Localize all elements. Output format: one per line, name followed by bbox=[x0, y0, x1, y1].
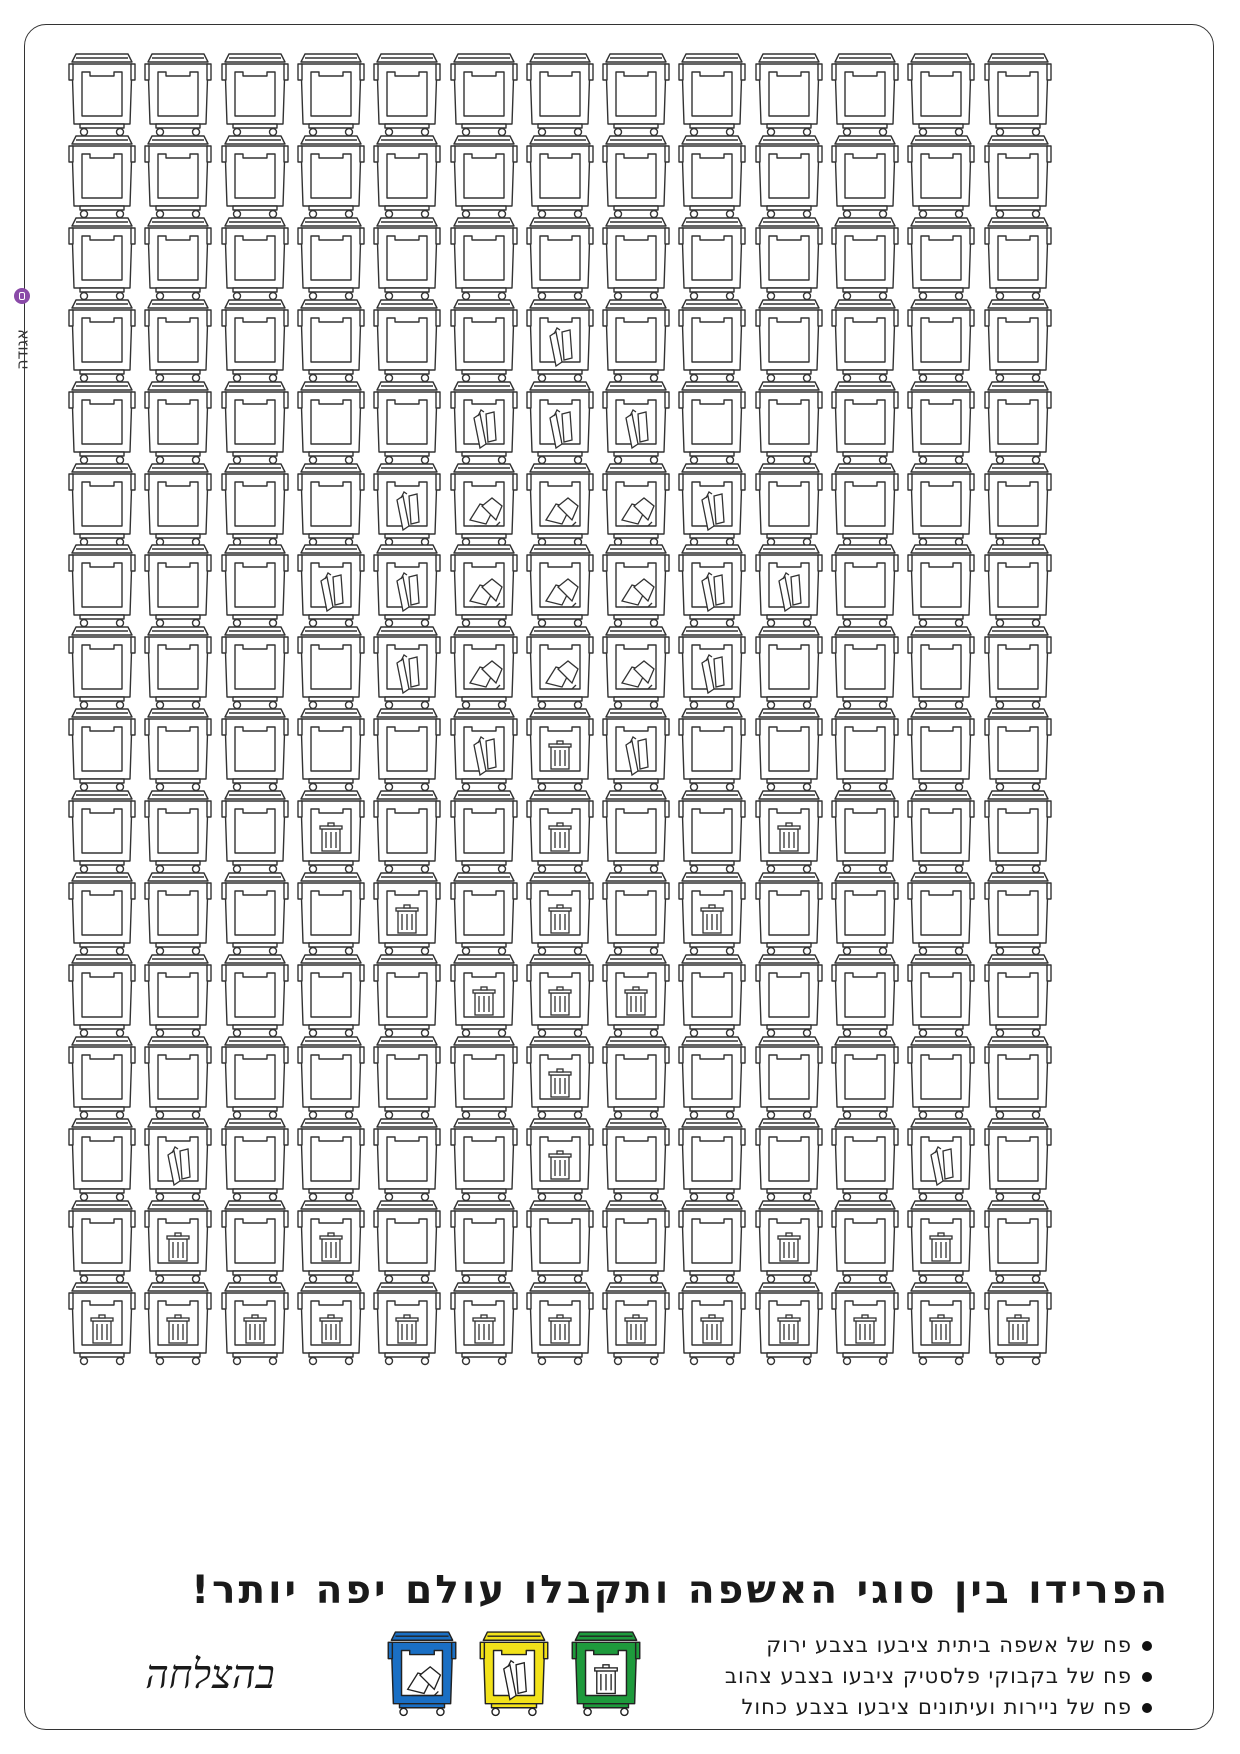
empty-bin-icon bbox=[295, 50, 367, 138]
empty-bin-icon bbox=[66, 1197, 138, 1285]
trash-bin-icon bbox=[905, 1279, 977, 1367]
empty-bin-icon bbox=[676, 132, 748, 220]
empty-bin-icon bbox=[371, 951, 443, 1039]
empty-bin-icon bbox=[829, 378, 901, 466]
trash-bin-icon bbox=[982, 1279, 1054, 1367]
trash-bin-icon bbox=[142, 1197, 214, 1285]
empty-bin-icon bbox=[753, 705, 825, 793]
empty-bin-icon bbox=[905, 623, 977, 711]
empty-bin-icon bbox=[600, 787, 672, 875]
empty-bin-icon bbox=[982, 869, 1054, 957]
empty-bin-icon bbox=[371, 296, 443, 384]
empty-bin-icon bbox=[142, 541, 214, 629]
trash-bin-icon bbox=[676, 1279, 748, 1367]
empty-bin-icon bbox=[600, 1197, 672, 1285]
empty-bin-icon bbox=[982, 50, 1054, 138]
trash-bin-icon bbox=[600, 951, 672, 1039]
empty-bin-icon bbox=[448, 1033, 520, 1121]
empty-bin-icon bbox=[600, 50, 672, 138]
empty-bin-icon bbox=[295, 623, 367, 711]
empty-bin-icon bbox=[676, 1197, 748, 1285]
paper-bin-icon bbox=[524, 623, 596, 711]
empty-bin-icon bbox=[905, 296, 977, 384]
bottle-bin-icon bbox=[676, 623, 748, 711]
empty-bin-icon bbox=[676, 787, 748, 875]
trash-bin-icon bbox=[295, 787, 367, 875]
empty-bin-icon bbox=[905, 705, 977, 793]
empty-bin-icon bbox=[753, 214, 825, 302]
empty-bin-icon bbox=[753, 378, 825, 466]
empty-bin-icon bbox=[66, 214, 138, 302]
empty-bin-icon bbox=[753, 50, 825, 138]
trash-bin-icon bbox=[295, 1197, 367, 1285]
empty-bin-icon bbox=[600, 296, 672, 384]
trash-bin-icon bbox=[371, 1279, 443, 1367]
empty-bin-icon bbox=[219, 1115, 291, 1203]
empty-bin-icon bbox=[219, 787, 291, 875]
paper-bin-icon bbox=[524, 460, 596, 548]
bottle-bin-icon bbox=[600, 378, 672, 466]
empty-bin-icon bbox=[142, 951, 214, 1039]
bottle-bin-icon bbox=[477, 1628, 551, 1718]
empty-bin-icon bbox=[753, 869, 825, 957]
empty-bin-icon bbox=[905, 50, 977, 138]
empty-bin-icon bbox=[753, 132, 825, 220]
empty-bin-icon bbox=[142, 214, 214, 302]
empty-bin-icon bbox=[371, 787, 443, 875]
empty-bin-icon bbox=[142, 132, 214, 220]
empty-bin-icon bbox=[524, 132, 596, 220]
empty-bin-icon bbox=[142, 50, 214, 138]
empty-bin-icon bbox=[982, 787, 1054, 875]
paper-bin-icon bbox=[600, 460, 672, 548]
empty-bin-icon bbox=[219, 296, 291, 384]
paper-bin-icon bbox=[600, 623, 672, 711]
empty-bin-icon bbox=[982, 132, 1054, 220]
empty-bin-icon bbox=[982, 214, 1054, 302]
trash-bin-icon bbox=[753, 1197, 825, 1285]
empty-bin-icon bbox=[676, 296, 748, 384]
empty-bin-icon bbox=[753, 1115, 825, 1203]
color-legend-bins bbox=[385, 1628, 665, 1718]
empty-bin-icon bbox=[905, 214, 977, 302]
empty-bin-icon bbox=[676, 378, 748, 466]
empty-bin-icon bbox=[753, 296, 825, 384]
empty-bin-icon bbox=[905, 869, 977, 957]
trash-bin-icon bbox=[448, 951, 520, 1039]
empty-bin-icon bbox=[371, 50, 443, 138]
empty-bin-icon bbox=[829, 132, 901, 220]
empty-bin-icon bbox=[219, 541, 291, 629]
trash-bin-icon bbox=[524, 1279, 596, 1367]
empty-bin-icon bbox=[219, 951, 291, 1039]
trash-bin-icon bbox=[524, 1033, 596, 1121]
empty-bin-icon bbox=[142, 787, 214, 875]
bottle-bin-icon bbox=[448, 705, 520, 793]
empty-bin-icon bbox=[905, 1033, 977, 1121]
empty-bin-icon bbox=[524, 50, 596, 138]
empty-bin-icon bbox=[829, 214, 901, 302]
empty-bin-icon bbox=[448, 1197, 520, 1285]
empty-bin-icon bbox=[829, 296, 901, 384]
trash-bin-icon bbox=[829, 1279, 901, 1367]
empty-bin-icon bbox=[142, 378, 214, 466]
empty-bin-icon bbox=[66, 705, 138, 793]
empty-bin-icon bbox=[66, 296, 138, 384]
empty-bin-icon bbox=[982, 1197, 1054, 1285]
empty-bin-icon bbox=[600, 1115, 672, 1203]
empty-bin-icon bbox=[66, 50, 138, 138]
empty-bin-icon bbox=[676, 951, 748, 1039]
signature: בהצלחה bbox=[145, 1652, 275, 1698]
empty-bin-icon bbox=[295, 132, 367, 220]
empty-bin-icon bbox=[982, 378, 1054, 466]
side-logo-text: אגודה bbox=[12, 329, 32, 370]
empty-bin-icon bbox=[295, 378, 367, 466]
empty-bin-icon bbox=[219, 214, 291, 302]
paper-bin-icon bbox=[524, 541, 596, 629]
empty-bin-icon bbox=[295, 869, 367, 957]
bottle-bin-icon bbox=[676, 460, 748, 548]
bottle-bin-icon bbox=[371, 623, 443, 711]
empty-bin-icon bbox=[219, 1033, 291, 1121]
empty-bin-icon bbox=[829, 541, 901, 629]
empty-bin-icon bbox=[66, 378, 138, 466]
empty-bin-icon bbox=[982, 460, 1054, 548]
empty-bin-icon bbox=[142, 705, 214, 793]
instruction-green: פח של אשפה ביתית ציבעו בצבע ירוק bbox=[694, 1630, 1154, 1661]
bottle-bin-icon bbox=[905, 1115, 977, 1203]
empty-bin-icon bbox=[66, 132, 138, 220]
empty-bin-icon bbox=[829, 1033, 901, 1121]
empty-bin-icon bbox=[829, 1197, 901, 1285]
empty-bin-icon bbox=[982, 951, 1054, 1039]
empty-bin-icon bbox=[295, 460, 367, 548]
empty-bin-icon bbox=[371, 1115, 443, 1203]
trash-bin-icon bbox=[524, 705, 596, 793]
empty-bin-icon bbox=[524, 1197, 596, 1285]
trash-bin-icon bbox=[295, 1279, 367, 1367]
empty-bin-icon bbox=[829, 1115, 901, 1203]
empty-bin-icon bbox=[66, 460, 138, 548]
bottle-bin-icon bbox=[524, 378, 596, 466]
empty-bin-icon bbox=[829, 623, 901, 711]
trash-bin-icon bbox=[753, 787, 825, 875]
empty-bin-icon bbox=[753, 460, 825, 548]
empty-bin-icon bbox=[295, 1115, 367, 1203]
empty-bin-icon bbox=[905, 541, 977, 629]
empty-bin-icon bbox=[66, 541, 138, 629]
empty-bin-icon bbox=[905, 460, 977, 548]
bottle-bin-icon bbox=[600, 705, 672, 793]
trash-bin-icon bbox=[905, 1197, 977, 1285]
empty-bin-icon bbox=[829, 787, 901, 875]
empty-bin-icon bbox=[982, 541, 1054, 629]
paper-bin-icon bbox=[385, 1628, 459, 1718]
trash-bin-icon bbox=[142, 1279, 214, 1367]
paper-bin-icon bbox=[600, 541, 672, 629]
empty-bin-icon bbox=[219, 460, 291, 548]
empty-bin-icon bbox=[448, 1115, 520, 1203]
trash-bin-icon bbox=[524, 869, 596, 957]
trash-bin-icon bbox=[753, 1279, 825, 1367]
empty-bin-icon bbox=[371, 1197, 443, 1285]
trash-bin-icon bbox=[448, 1279, 520, 1367]
instructions-list bbox=[694, 1630, 1154, 1723]
empty-bin-icon bbox=[66, 1033, 138, 1121]
empty-bin-icon bbox=[295, 296, 367, 384]
bottle-bin-icon bbox=[371, 541, 443, 629]
empty-bin-icon bbox=[905, 787, 977, 875]
bottle-bin-icon bbox=[753, 541, 825, 629]
trash-bin-icon bbox=[219, 1279, 291, 1367]
page-title: הפרידו בין סוגי האשפה ותקבלו עולם יפה יותר! bbox=[191, 1568, 1170, 1613]
trash-bin-icon bbox=[676, 869, 748, 957]
empty-bin-icon bbox=[66, 1115, 138, 1203]
empty-bin-icon bbox=[295, 951, 367, 1039]
empty-bin-icon bbox=[982, 1033, 1054, 1121]
trash-bin-icon bbox=[524, 787, 596, 875]
empty-bin-icon bbox=[295, 1033, 367, 1121]
empty-bin-icon bbox=[448, 132, 520, 220]
empty-bin-icon bbox=[448, 787, 520, 875]
bottle-bin-icon bbox=[371, 460, 443, 548]
paper-bin-icon bbox=[448, 460, 520, 548]
empty-bin-icon bbox=[982, 296, 1054, 384]
empty-bin-icon bbox=[676, 1033, 748, 1121]
empty-bin-icon bbox=[371, 705, 443, 793]
empty-bin-icon bbox=[295, 214, 367, 302]
paper-bin-icon bbox=[448, 623, 520, 711]
empty-bin-icon bbox=[524, 214, 596, 302]
empty-bin-icon bbox=[905, 378, 977, 466]
empty-bin-icon bbox=[448, 869, 520, 957]
empty-bin-icon bbox=[142, 623, 214, 711]
empty-bin-icon bbox=[676, 1115, 748, 1203]
empty-bin-icon bbox=[600, 214, 672, 302]
empty-bin-icon bbox=[905, 132, 977, 220]
instruction-blue: פח של ניירות ועיתונים ציבעו בצבע כחול bbox=[694, 1692, 1154, 1723]
empty-bin-icon bbox=[676, 214, 748, 302]
trash-bin-icon bbox=[569, 1628, 643, 1718]
empty-bin-icon bbox=[219, 869, 291, 957]
empty-bin-icon bbox=[219, 623, 291, 711]
empty-bin-icon bbox=[142, 869, 214, 957]
empty-bin-icon bbox=[905, 951, 977, 1039]
empty-bin-icon bbox=[753, 1033, 825, 1121]
empty-bin-icon bbox=[66, 623, 138, 711]
empty-bin-icon bbox=[371, 378, 443, 466]
trash-bin-icon bbox=[66, 1279, 138, 1367]
trash-bin-icon bbox=[600, 1279, 672, 1367]
empty-bin-icon bbox=[66, 951, 138, 1039]
empty-bin-icon bbox=[142, 460, 214, 548]
empty-bin-icon bbox=[753, 623, 825, 711]
empty-bin-icon bbox=[142, 296, 214, 384]
empty-bin-icon bbox=[66, 869, 138, 957]
empty-bin-icon bbox=[600, 869, 672, 957]
empty-bin-icon bbox=[142, 1033, 214, 1121]
empty-bin-icon bbox=[829, 705, 901, 793]
empty-bin-icon bbox=[982, 1115, 1054, 1203]
empty-bin-icon bbox=[295, 705, 367, 793]
trash-bin-icon bbox=[371, 869, 443, 957]
empty-bin-icon bbox=[371, 132, 443, 220]
trash-bin-icon bbox=[524, 1115, 596, 1203]
empty-bin-icon bbox=[219, 132, 291, 220]
empty-bin-icon bbox=[448, 296, 520, 384]
empty-bin-icon bbox=[219, 705, 291, 793]
empty-bin-icon bbox=[600, 1033, 672, 1121]
empty-bin-icon bbox=[219, 378, 291, 466]
bottle-bin-icon bbox=[676, 541, 748, 629]
empty-bin-icon bbox=[829, 50, 901, 138]
empty-bin-icon bbox=[448, 214, 520, 302]
empty-bin-icon bbox=[600, 132, 672, 220]
empty-bin-icon bbox=[829, 869, 901, 957]
empty-bin-icon bbox=[371, 214, 443, 302]
empty-bin-icon bbox=[219, 1197, 291, 1285]
empty-bin-icon bbox=[829, 951, 901, 1039]
empty-bin-icon bbox=[219, 50, 291, 138]
empty-bin-icon bbox=[829, 460, 901, 548]
bottle-bin-icon bbox=[524, 296, 596, 384]
empty-bin-icon bbox=[753, 951, 825, 1039]
bottle-bin-icon bbox=[448, 378, 520, 466]
bottle-bin-icon bbox=[142, 1115, 214, 1203]
empty-bin-icon bbox=[676, 50, 748, 138]
instruction-yellow: פח של בקבוקי פלסטיק ציבעו בצבע צהוב bbox=[694, 1661, 1154, 1692]
empty-bin-icon bbox=[982, 623, 1054, 711]
empty-bin-icon bbox=[676, 705, 748, 793]
empty-bin-icon bbox=[982, 705, 1054, 793]
bottle-bin-icon bbox=[295, 541, 367, 629]
empty-bin-icon bbox=[448, 50, 520, 138]
trash-bin-icon bbox=[524, 951, 596, 1039]
empty-bin-icon bbox=[371, 1033, 443, 1121]
empty-bin-icon bbox=[66, 787, 138, 875]
paper-bin-icon bbox=[448, 541, 520, 629]
